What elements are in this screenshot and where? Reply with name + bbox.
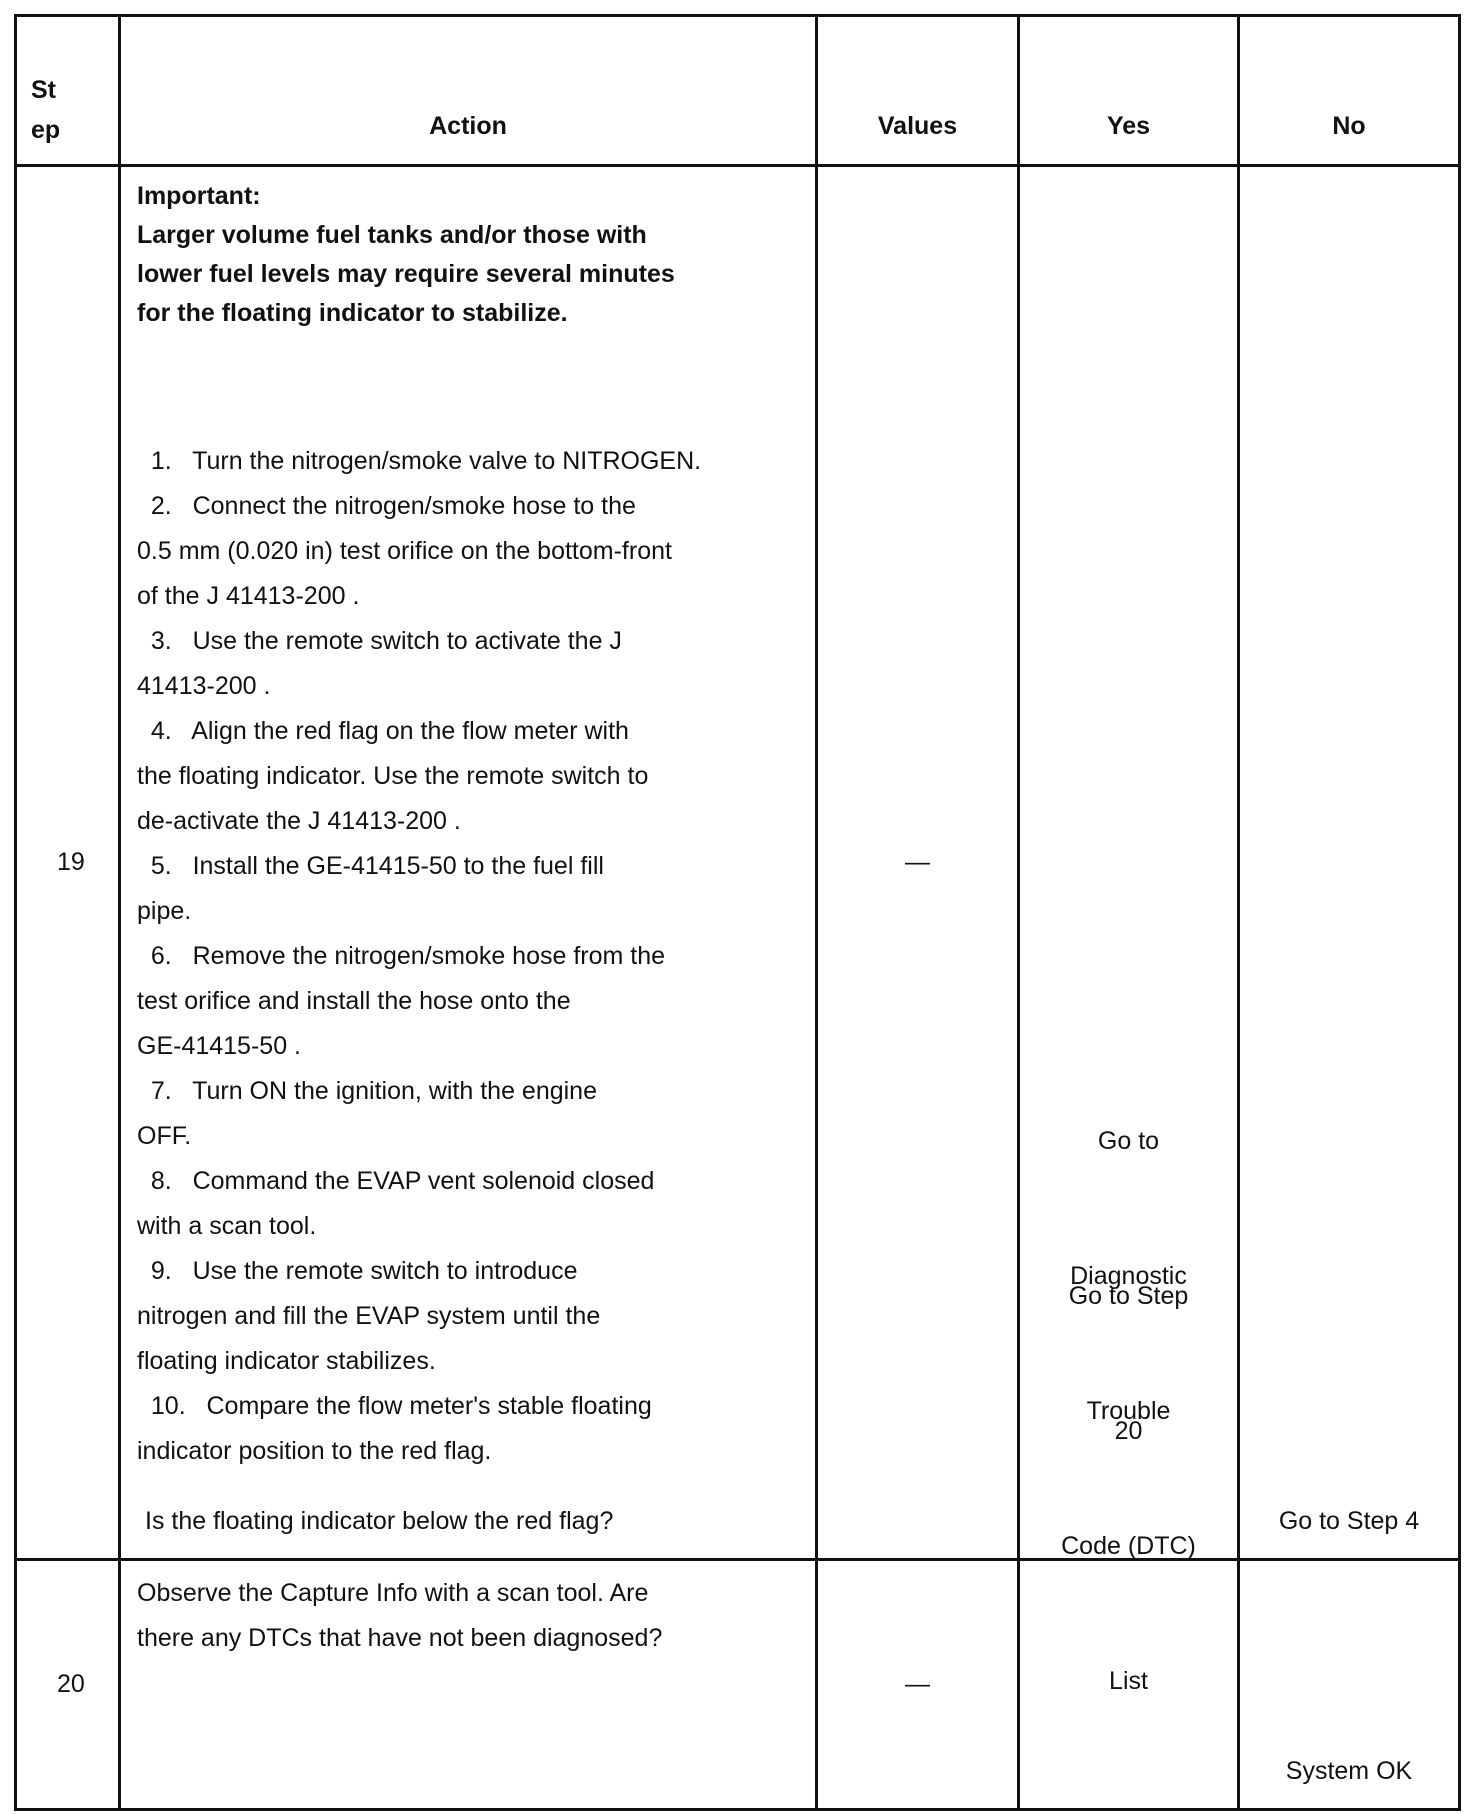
yes-line: 20	[1114, 1417, 1143, 1445]
step-line: 3. Use the remote switch to activate the J	[137, 627, 622, 655]
values-cell: —	[817, 1560, 1019, 1810]
values-cell: —	[817, 166, 1019, 1560]
header-step-line1: St	[31, 76, 56, 104]
important-line: Larger volume fuel tanks and/or those with	[137, 221, 647, 249]
no-text: System OK	[1285, 1757, 1413, 1785]
procedure-steps	[137, 439, 775, 1474]
no-cell	[1239, 1560, 1460, 1810]
step-line: floating indicator stabilizes.	[137, 1347, 436, 1375]
step-line: indicator position to the red flag.	[137, 1437, 492, 1465]
step-line: 6. Remove the nitrogen/smoke hose from the	[137, 942, 666, 970]
step-line: the floating indicator. Use the remote switch to	[137, 762, 649, 790]
yes-line: Code (DTC)	[1061, 1532, 1196, 1560]
header-step	[16, 16, 120, 166]
step-line: 5. Install the GE-41415-50 to the fuel fill	[137, 852, 604, 880]
no-text: Go to Step 4	[1278, 1507, 1420, 1535]
important-line: lower fuel levels may require several minutes	[137, 260, 675, 288]
step-line: 2. Connect the nitrogen/smoke hose to the	[137, 492, 636, 520]
table-row-step-20	[16, 1560, 1460, 1810]
step-line: 0.5 mm (0.020 in) test orifice on the bottom-front	[137, 537, 672, 565]
action-line: there any DTCs that have not been diagnosed?	[137, 1624, 663, 1652]
important-title: Important:	[137, 182, 261, 210]
step-number: 19	[16, 166, 120, 1560]
header-step-line2: ep	[31, 116, 61, 144]
step-line: 4. Align the red flag on the flow meter with	[137, 717, 629, 745]
header-action: Action	[120, 16, 817, 166]
action-cell	[120, 166, 817, 1560]
yes-line: List	[1109, 1667, 1148, 1695]
step-line: 8. Command the EVAP vent solenoid closed	[137, 1167, 655, 1195]
header-values: Values	[817, 16, 1019, 166]
header-yes: Yes	[1019, 16, 1239, 166]
step-line: 9. Use the remote switch to introduce	[137, 1257, 578, 1285]
yes-line: Go to Step	[1068, 1282, 1189, 1310]
table-row-step-19	[16, 166, 1460, 1560]
step-line: GE-41415-50 .	[137, 1032, 301, 1060]
action-cell	[120, 1560, 817, 1810]
step-line: 7. Turn ON the ignition, with the engine	[137, 1077, 597, 1105]
question-text: Is the floating indicator below the red flag?	[145, 1507, 614, 1535]
step-number: 20	[16, 1560, 120, 1810]
yes-line: Go to	[1097, 1127, 1160, 1155]
yes-line: Diagnostic	[1070, 1262, 1187, 1290]
table-header-row	[16, 16, 1460, 166]
diagnostic-table	[14, 14, 1461, 1811]
header-no: No	[1239, 16, 1460, 166]
step-line: test orifice and install the hose onto the	[137, 987, 571, 1015]
step-line: nitrogen and fill the EVAP system until the	[137, 1302, 601, 1330]
step-line: with a scan tool.	[137, 1212, 317, 1240]
important-line: for the floating indicator to stabilize.	[137, 299, 568, 327]
step-line: 41413-200 .	[137, 672, 271, 700]
step-line: pipe.	[137, 897, 192, 925]
yes-line: Trouble	[1086, 1397, 1171, 1425]
step-line: of the J 41413-200 .	[137, 582, 360, 610]
important-note	[137, 177, 775, 333]
action-line: Observe the Capture Info with a scan tool. Are	[137, 1579, 649, 1607]
step-line: 1. Turn the nitrogen/smoke valve to NITROGEN.	[137, 447, 702, 475]
step-line: de-activate the J 41413-200 .	[137, 807, 461, 835]
step-line: 10. Compare the flow meter's stable floating	[137, 1392, 652, 1420]
step-line: OFF.	[137, 1122, 192, 1150]
no-cell	[1239, 166, 1460, 1560]
